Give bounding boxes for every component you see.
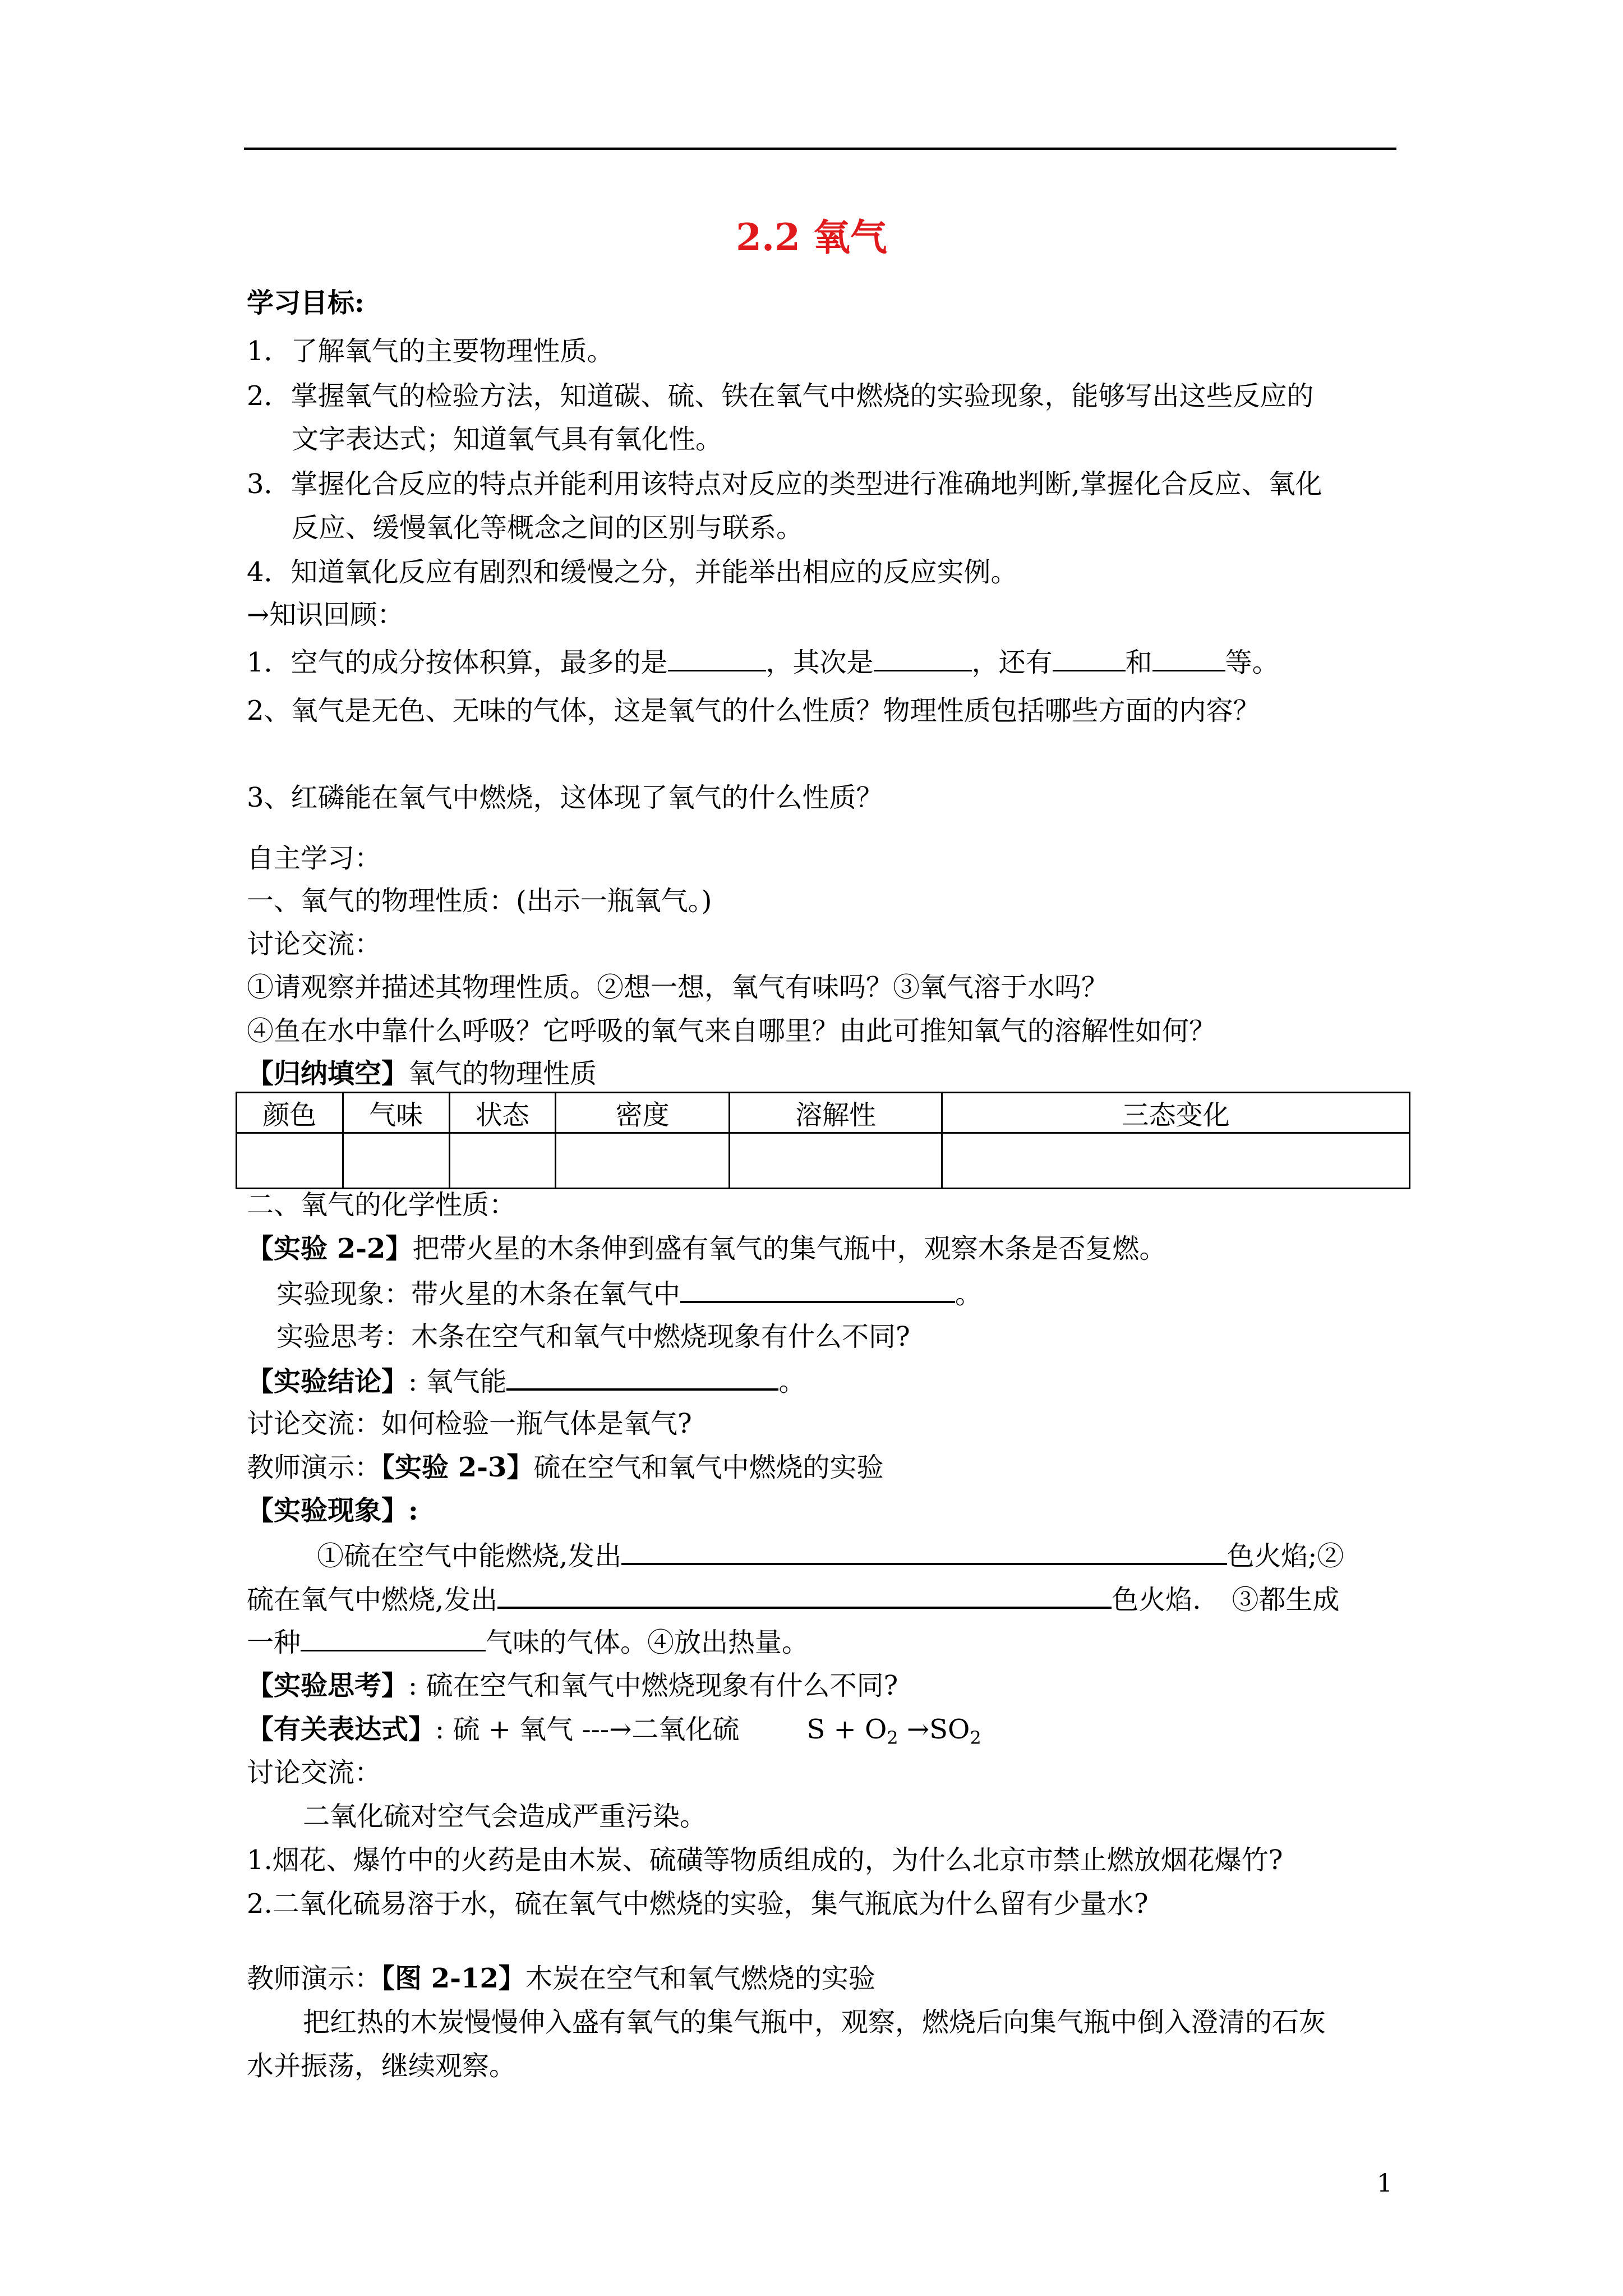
phenomenon-line-1: ①硫在空气中能燃烧,发出 色火焰;② [317,1538,1344,1573]
discussion-label-2: 讨论交流： [247,1757,382,1788]
table-empty-cell[interactable] [237,1133,343,1189]
fill-blank[interactable] [1152,645,1225,671]
table-empty-cell[interactable] [556,1133,730,1189]
experiment-2-2: 【实验 2-2】把带火星的木条伸到盛有氧气的集气瓶中，观察木条是否复燃。 [247,1233,1166,1264]
fill-blank[interactable] [497,1582,1112,1609]
table-header-cell: 密度 [556,1093,730,1133]
demo-experiment-2-3: 教师演示：【实验 2-3】硫在空气和氧气中燃烧的实验 [247,1452,884,1483]
table-header-cell: 三态变化 [942,1093,1410,1133]
demo-figure-2-12: 教师演示：【图 2-12】木炭在空气和氧气燃烧的实验 [247,1963,875,1994]
review-question-1: 1．空气的成分按体积算，最多的是 ，其次是 ，还有 和 等。 [247,645,1279,679]
chemical-properties-heading: 二、氧气的化学性质： [247,1189,517,1221]
fill-blank[interactable] [874,645,972,671]
pollution-note: 二氧化硫对空气会造成严重污染。 [303,1801,707,1832]
discussion-oxygen-test: 讨论交流：如何检验一瓶气体是氧气? [247,1408,692,1439]
table-empty-cell[interactable] [449,1133,556,1189]
discussion-2: ④鱼在水中靠什么呼吸？它呼吸的氧气来自哪里？由此可推知氧气的溶解性如何？ [247,1015,1216,1047]
fill-blank[interactable] [506,1364,778,1391]
objective-3: 3．掌握化合反应的特点并能利用该特点对反应的类型进行准确地判断,掌握化合反应、氧化 [247,468,1322,500]
objective-4: 4．知道氧化反应有剧烈和缓慢之分，并能举出相应的反应实例。 [247,556,1018,588]
fill-blank[interactable] [621,1538,1227,1565]
table-header-cell: 颜色 [237,1093,343,1133]
objectives-heading: 学习目标: [247,287,365,319]
fill-blank[interactable] [301,1625,486,1651]
table-header-cell: 状态 [449,1093,556,1133]
objective-2: 2．掌握氧气的检验方法，知道碳、硫、铁在氧气中燃烧的实验现象，能够写出这些反应的 [247,380,1314,412]
charcoal-procedure-1: 把红热的木炭慢慢伸入盛有氧气的集气瓶中，观察，燃烧后向集气瓶中倒入澄清的石灰 [303,2007,1326,2038]
question-fireworks: 1.烟花、爆竹中的火药是由木炭、硫磺等物质组成的，为什么北京市禁止燃放烟花爆竹? [247,1844,1283,1876]
experiment-conclusion: 【实验结论】: 氧气能 。 [247,1364,805,1398]
table-header-cell: 气味 [343,1093,449,1133]
objective-1: 1．了解氧气的主要物理性质。 [247,335,614,367]
experiment-thinking-sulfur: 【实验思考】: 硫在空气和氧气中燃烧现象有什么不同? [247,1670,898,1701]
page-number: 1 [1377,2169,1393,2198]
table-header-cell: 溶解性 [729,1093,942,1133]
table-empty-cell[interactable] [729,1133,942,1189]
experiment-phenomenon: 实验现象：带火星的木条在氧气中 。 [276,1276,982,1311]
page-title: 2.2 氧气 [736,215,887,259]
physical-properties-table [236,1092,1410,1189]
reaction-expression: 【有关表达式】: 硫 + 氧气 ---→二氧化硫 $S + O_2 \to SO_2$ [247,1714,981,1749]
objective-3-cont: 反应、缓慢氧化等概念之间的区别与联系。 [292,512,804,544]
summary-label: 【归纳填空】氧气的物理性质 [247,1058,597,1089]
review-question-2: 2、氧气是无色、无味的气体，这是氧气的什么性质？物理性质包括哪些方面的内容？ [247,695,1260,726]
header-rule [244,148,1396,150]
review-heading: →知识回顾： [247,599,404,631]
question-water: 2.二氧化硫易溶于水，硫在氧气中燃烧的实验，集气瓶底为什么留有少量水? [247,1888,1149,1920]
fill-blank[interactable] [1053,645,1126,671]
fill-blank[interactable] [680,1276,955,1303]
discussion-1: ①请观察并描述其物理性质。②想一想，氧气有味吗？③氧气溶于水吗？ [247,972,1109,1003]
fill-blank[interactable] [668,645,766,671]
table-empty-cell[interactable] [343,1133,449,1189]
review-question-3: 3、红磷能在氧气中燃烧，这体现了氧气的什么性质？ [247,782,883,813]
self-study-heading: 自主学习： [247,843,382,874]
physical-properties-heading: 一、氧气的物理性质：(出示一瓶氧气。) [247,885,712,917]
charcoal-procedure-2: 水并振荡，继续观察。 [247,2050,517,2082]
experiment-thinking: 实验思考：木条在空气和氧气中燃烧现象有什么不同? [276,1321,910,1352]
phenomenon-heading: 【实验现象】: [247,1495,418,1526]
phenomenon-line-3: 一种 气味的气体。④放出热量。 [247,1625,809,1659]
table-empty-cell[interactable] [942,1133,1410,1189]
phenomenon-line-2: 硫在氧气中燃烧,发出 色火焰. ③都生成 [247,1582,1340,1617]
objective-2-cont: 文字表达式；知道氧气具有氧化性。 [292,424,723,455]
discussion-label: 讨论交流： [247,928,382,960]
